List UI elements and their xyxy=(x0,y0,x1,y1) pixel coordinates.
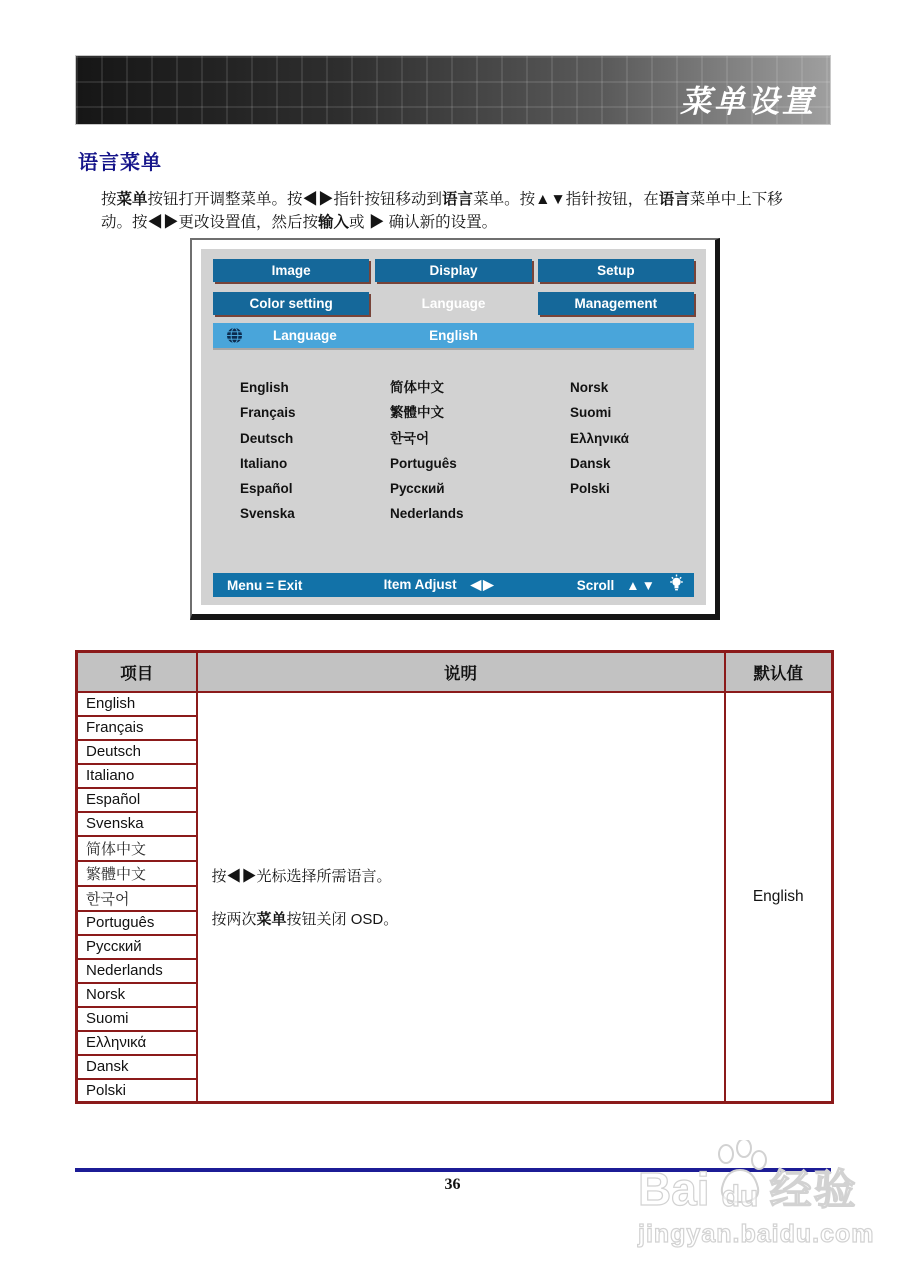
table-cell-language: Русский xyxy=(77,935,197,959)
table-cell-language: Polski xyxy=(77,1079,197,1103)
lamp-icon xyxy=(669,574,684,596)
language-table xyxy=(75,650,834,1104)
table-header-item: 项目 xyxy=(77,652,197,692)
table-cell-language: Dansk xyxy=(77,1055,197,1079)
osd-language-grid xyxy=(201,375,706,527)
osd-tab-image: Image xyxy=(213,259,369,282)
osd-language-option: English xyxy=(240,380,289,395)
osd-footer-bar xyxy=(213,573,694,597)
osd-language-column-1 xyxy=(240,375,390,527)
intro-text-bold: 语言 xyxy=(658,191,690,208)
table-header-row xyxy=(77,652,833,692)
table-cell-language: Italiano xyxy=(77,764,197,788)
intro-text: 按钮打开调整菜单。按◀▶指针按钮移动到 xyxy=(147,191,443,208)
table-cell-language: Norsk xyxy=(77,983,197,1007)
paw-icon xyxy=(712,1140,768,1212)
osd-tab-management: Management xyxy=(538,292,694,315)
table-cell-language: 繁體中文 xyxy=(77,861,197,886)
table-cell-language: Deutsch xyxy=(77,740,197,764)
osd-selected-value: English xyxy=(429,328,478,343)
osd-language-option: Nederlands xyxy=(390,506,464,522)
osd-language-option: Español xyxy=(240,481,293,497)
table-cell-language: 한국어 xyxy=(77,886,197,911)
default-value-cell: English xyxy=(725,692,833,1103)
osd-language-option: Norsk xyxy=(570,380,609,395)
table-cell-language: Svenska xyxy=(77,812,197,836)
osd-language-option: Deutsch xyxy=(240,430,294,446)
section-title: 语言菜单 xyxy=(78,152,162,174)
watermark-brand-suffix: du xyxy=(721,1180,759,1213)
osd-tab-row-2 xyxy=(201,282,706,315)
intro-text: 按 xyxy=(101,191,117,208)
osd-menu-screenshot xyxy=(190,238,720,620)
watermark-brand-prefix: Bai xyxy=(638,1163,710,1215)
intro-text: 菜单中上下移 xyxy=(689,191,783,208)
osd-language-option: Polski xyxy=(570,481,610,497)
intro-text-bold: 输入 xyxy=(318,214,350,231)
table-cell-language: Português xyxy=(77,911,197,935)
table-cell-language: Ελληνικά xyxy=(77,1031,197,1055)
osd-menu-body xyxy=(201,249,706,605)
header-banner xyxy=(75,55,831,125)
osd-language-option: Suomi xyxy=(570,405,612,421)
table-cell-language: Español xyxy=(77,788,197,812)
osd-language-option: Dansk xyxy=(570,455,611,471)
intro-text: 动。按◀▶更改设置值，然后按 xyxy=(101,214,319,231)
baidu-watermark xyxy=(638,1140,898,1249)
osd-language-column-2 xyxy=(390,375,570,527)
intro-text-bold: 语言 xyxy=(442,191,474,208)
description-line-1: 按◀▶光标选择所需语言。 xyxy=(211,867,392,885)
table-cell-language: Suomi xyxy=(77,1007,197,1031)
table-row xyxy=(77,692,833,716)
osd-footer-item-adjust-label: Item Adjust xyxy=(383,577,457,592)
table-cell-language: Français xyxy=(77,716,197,740)
osd-footer-scroll-label: Scroll xyxy=(576,577,615,593)
osd-tab-display: Display xyxy=(375,259,531,282)
intro-text: 菜单。按▲▼指针按钮，在 xyxy=(473,191,659,208)
description-line-2 xyxy=(212,908,723,929)
table-cell-language: Nederlands xyxy=(77,959,197,983)
osd-footer-menu-exit: Menu = Exit xyxy=(227,577,303,593)
osd-language-option: 繁體中文 xyxy=(390,405,444,421)
description-cell xyxy=(197,692,725,1103)
osd-footer-item-adjust xyxy=(302,577,576,593)
intro-paragraph xyxy=(101,188,841,234)
osd-selected-label: Language xyxy=(273,328,337,343)
description-text: 按两次 xyxy=(211,910,257,928)
table-header-description: 说明 xyxy=(197,652,725,692)
osd-tab-language-active: Language xyxy=(421,296,486,311)
watermark-domain: jingyan.baidu.com xyxy=(638,1220,875,1248)
osd-footer-scroll xyxy=(577,574,684,596)
intro-line-1 xyxy=(101,188,841,211)
watermark-brand-cn: 经验 xyxy=(769,1166,858,1213)
watermark-logo xyxy=(638,1140,898,1215)
osd-language-column-3 xyxy=(570,375,706,527)
osd-selected-row xyxy=(213,323,694,348)
intro-text-bold: 菜单 xyxy=(116,191,148,208)
left-right-arrows-icon: ◀▶ xyxy=(470,577,496,592)
page-header-title: 菜单设置 xyxy=(680,84,816,119)
osd-language-option: Русский xyxy=(390,481,445,497)
table-cell-language: English xyxy=(77,692,197,716)
description-text-bold: 菜单 xyxy=(256,910,287,928)
osd-language-option: Svenska xyxy=(240,506,295,522)
osd-tab-row-1 xyxy=(201,249,706,282)
table-cell-language: 简体中文 xyxy=(77,836,197,861)
table-header-default: 默认值 xyxy=(725,652,833,692)
up-down-arrows-icon: ▲▼ xyxy=(626,577,657,593)
intro-line-2 xyxy=(101,211,841,234)
osd-tab-setup: Setup xyxy=(538,259,694,282)
osd-tab-color-setting: Color setting xyxy=(213,292,369,315)
osd-language-option: Ελληνικά xyxy=(570,430,629,446)
osd-language-option: Português xyxy=(390,455,457,471)
page-number: 36 xyxy=(444,1176,461,1193)
osd-language-option: Français xyxy=(240,405,296,421)
intro-text: 或 ▶ 确认新的设置。 xyxy=(349,214,498,231)
description-text: 按钮关闭 OSD。 xyxy=(286,910,399,928)
osd-language-option: 简体中文 xyxy=(390,380,444,395)
osd-language-option: 한국어 xyxy=(390,430,430,446)
osd-language-option: Italiano xyxy=(240,455,288,471)
